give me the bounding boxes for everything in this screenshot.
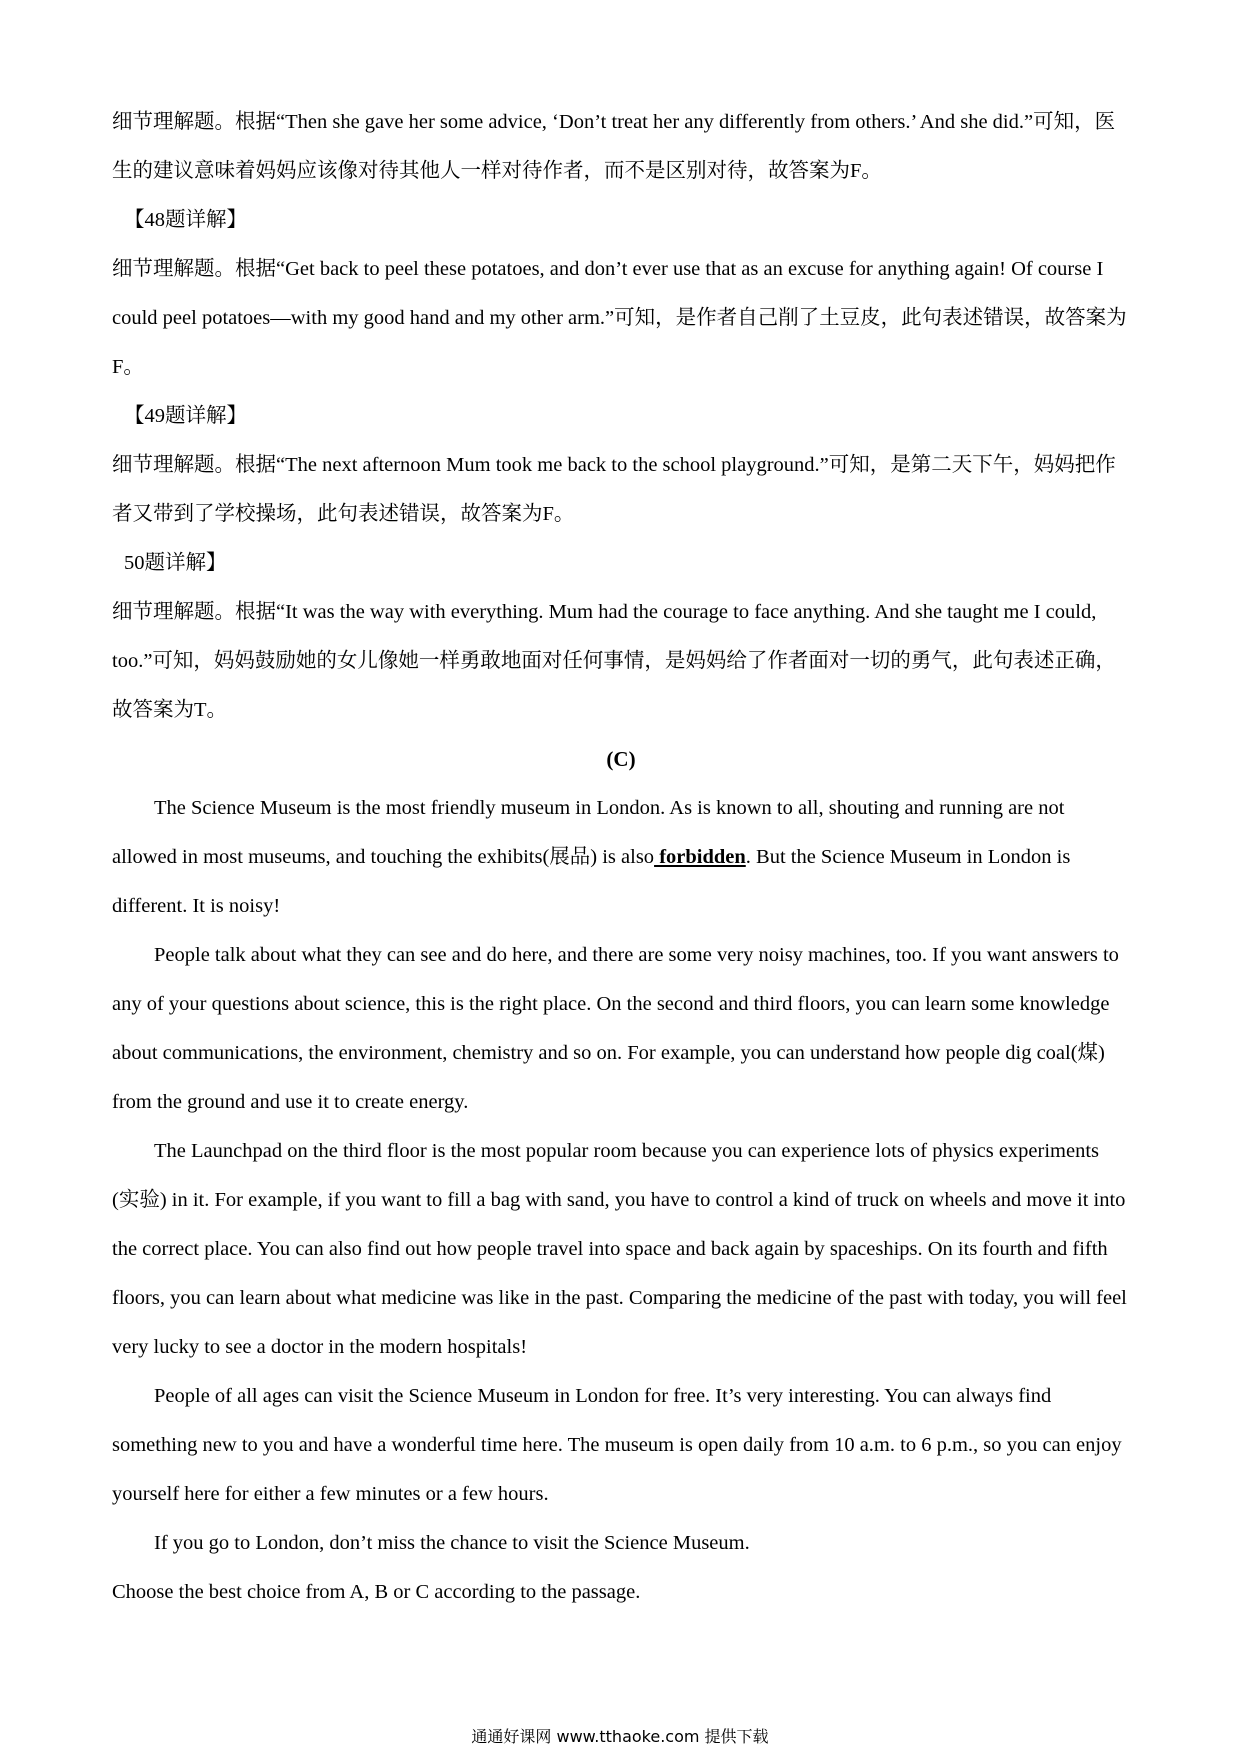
passage-paragraph-1-end: . But the Science Museum in London is different. It is noisy! [112, 846, 1071, 917]
answer-explanation-49: 细节理解题。根据“The next afternoon Mum took me back to the school playground.”可知，是第二天下午，妈妈把作者又带到了学校操场，此句表述错误，故答案为F。 [112, 454, 1116, 525]
passage-paragraph-1 [112, 784, 1130, 931]
section-header-48: 【48题详解】 [124, 209, 247, 231]
document-content [112, 98, 1130, 1617]
page-footer: 通通好课网 www.tthaoke.com 提供下载 [471, 1727, 769, 1746]
passage-paragraph-2: People talk about what they can see and do here, and there are some very noisy machines, too. If you want answers to any of your questions about science, this is the right place. On the second and third floors, you can learn some knowledge about communications, the environment, chemistry and so on. For example, you can understand how people dig coal(煤) from the ground and use it to create energy. [112, 944, 1119, 1113]
section-header-50: 50题详解】 [124, 552, 227, 574]
passage-paragraph-3: The Launchpad on the third floor is the most popular room because you can experience lots of physics experiments (实验) in it. For example, if you want to fill a bag with sand, you have to control a kind of truck on wheels and move it into the correct place. You can also find out how people travel into space and back again by spaceships. On its fourth and fifth floors, you can learn about what medicine was like in the past. Comparing the medicine of the past with today, you will feel very lucky to see a doctor in the modern hospitals! [112, 1140, 1127, 1358]
question-instruction: Choose the best choice from A, B or C according to the passage. [112, 1581, 641, 1603]
passage-paragraph-1-start: The Science Museum is the most friendly museum in London. As is known to all, shouting and running are not allowed in most museums, and touching the exhibits(展品) is also [112, 797, 1065, 868]
passage-title: (C) [606, 747, 636, 771]
section-header-49: 【49题详解】 [124, 405, 247, 427]
underlined-keyword: forbidden [654, 846, 746, 868]
answer-explanation-50: 细节理解题。根据“It was the way with everything. Mum had the courage to face anything. And she taught me I could, too.”可知，妈妈鼓励她的女儿像她一样勇敢地面对任何事情，是妈妈给了作者面对一切的勇气，此句表述正确，故答案为T。 [112, 601, 1116, 721]
passage-paragraph-4: People of all ages can visit the Science Museum in London for free. It’s very interesting. You can always find something new to you and have a wonderful time here. The museum is open daily from 10 a.m. to 6 p.m., so you can enjoy yourself here for either a few minutes or a few hours. [112, 1385, 1122, 1505]
answer-explanation-48: 细节理解题。根据“Get back to peel these potatoes, and don’t ever use that as an excuse for anything again! Of course I could peel potatoes—with my good hand and my other arm.”可知，是作者自己削了土豆皮，此句表述错误，故答案为F。 [112, 258, 1127, 378]
passage-paragraph-5: If you go to London, don’t miss the chance to visit the Science Museum. [154, 1532, 750, 1554]
answer-explanation-47: 细节理解题。根据“Then she gave her some advice, ‘Don’t treat her any differently from others.’ And she did.”可知，医生的建议意味着妈妈应该像对待其他人一样对待作者，而不是区别对待，故答案为F。 [112, 111, 1116, 182]
